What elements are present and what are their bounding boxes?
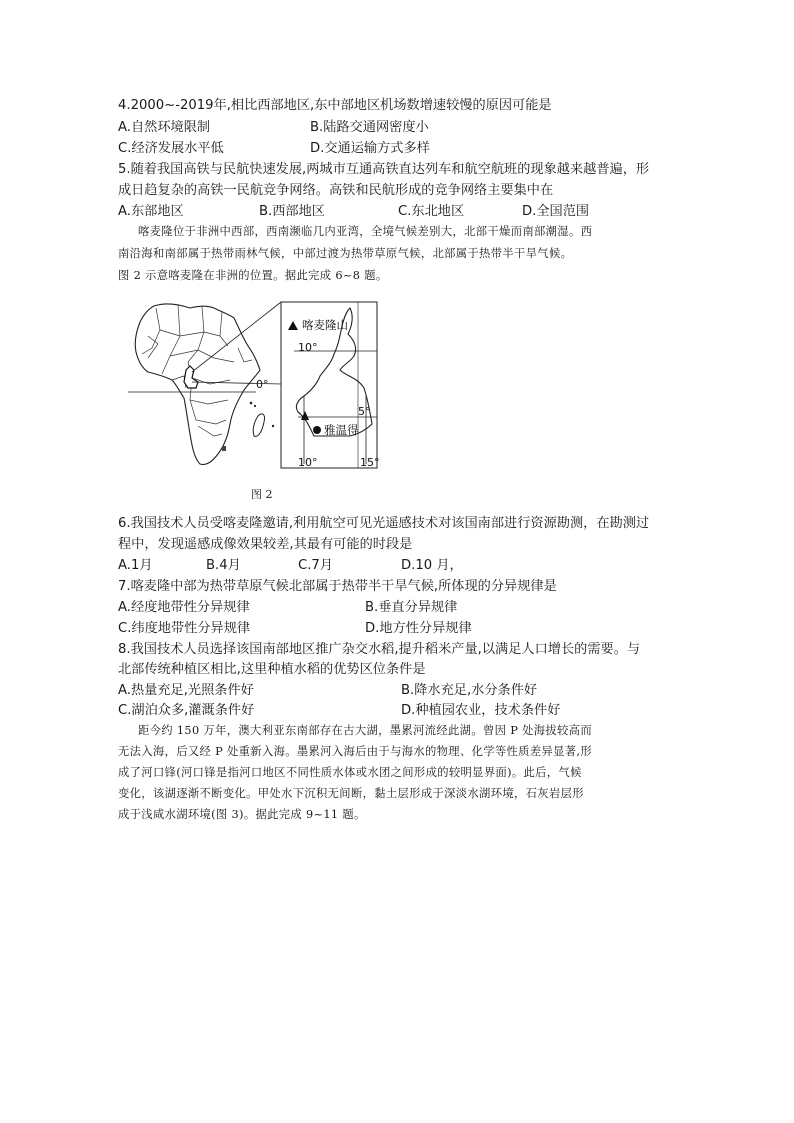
- q7-stem: 7.喀麦隆中部为热带草原气候北部属于热带半干旱气候,所体现的分异规律是: [118, 579, 557, 594]
- figure-2-caption: 图 2: [251, 488, 273, 501]
- q7-option-d: D.地方性分异规律: [365, 621, 472, 636]
- q8-option-b: B.降水充足,水分条件好: [401, 683, 538, 698]
- q5-stem-line1: 5.随着我国高铁与民航快速发展,两城市互通高铁直达列车和航空航班的现象越来越普遍，形: [118, 162, 650, 177]
- q6-option-d: D.10 月，: [401, 558, 463, 573]
- q4-option-c: C.经济发展水平低: [118, 141, 224, 156]
- q6-stem-line1: 6.我国技术人员受喀麦隆邀请,利用航空可见光遥感技术对该国南部进行资源勘测，在勘测过: [118, 516, 650, 531]
- q4-option-d: D.交通运输方式多样: [310, 141, 430, 156]
- q4-option-a: A.自然环境限制: [118, 120, 211, 135]
- passage2-line4: 变化，该湖逐渐不断变化。甲处水下沉积无间断，黏土层形成于深淡水湖环境，石灰岩层形: [118, 787, 584, 800]
- q7-option-b: B.垂直分异规律: [365, 600, 458, 615]
- passage1-line1: 喀麦隆位于非洲中西部，西南濒临几内亚湾，全境气候差别大，北部干燥而南部潮湿。西: [138, 225, 593, 238]
- equator-label: 0°: [256, 378, 269, 391]
- lat-5-label: 5°: [358, 405, 371, 418]
- q4-option-b: B.陆路交通网密度小: [310, 120, 429, 135]
- q8-option-d: D.种植园农业，技术条件好: [401, 703, 561, 718]
- city-label: 雅温得: [324, 423, 359, 437]
- q7-option-c: C.纬度地带性分异规律: [118, 621, 251, 636]
- lat-10-label: 10°: [298, 341, 318, 354]
- q5-stem-line2: 成日趋复杂的高铁一民航竞争网络。高铁和民航形成的竞争网络主要集中在: [118, 183, 554, 198]
- lon-15-label: 15°: [360, 456, 380, 469]
- q5-option-d: D.全国范围: [522, 204, 590, 219]
- q5-option-b: B.西部地区: [259, 204, 325, 219]
- passage2-line1: 距今约 150 万年，澳大利亚东南部存在古大湖，墨累河流经此湖。曾因 P 处海拔较高而: [138, 724, 592, 737]
- q6-option-c: C.7月: [298, 558, 333, 573]
- passage1-line2: 南沿海和南部属于热带雨林气候，中部过渡为热带草原气候，北部属于热带半干旱气候。: [118, 247, 573, 260]
- passage2-line2: 无法入海，后又经 P 处重新入海。墨累河入海后由于与海水的物理、化学等性质差异显著,形: [118, 745, 593, 758]
- q8-stem-line1: 8.我国技术人员选择该国南部地区推广杂交水稻,提升稻米产量,以满足人口增长的需要。与: [118, 642, 641, 657]
- q4-stem: 4.2000~-2019年,相比西部地区,东中部地区机场数增速较慢的原因可能是: [118, 98, 552, 113]
- q7-option-a: A.经度地带性分异规律: [118, 600, 250, 615]
- q6-option-a: A.1月: [118, 558, 153, 573]
- mountain-label: 喀麦隆山: [302, 318, 348, 332]
- capital-dot-icon: [313, 426, 321, 434]
- passage2-line5: 成于浅咸水湖环境(图 3)。据此完成 9~11 题。: [118, 808, 366, 821]
- q6-option-b: B.4月: [206, 558, 241, 573]
- q6-stem-line2: 程中，发现遥感成像效果较差,其最有可能的时段是: [118, 537, 413, 552]
- q8-option-c: C.湖泊众多,灌溉条件好: [118, 703, 255, 718]
- lon-10-label: 10°: [298, 456, 318, 469]
- q5-option-a: A.东部地区: [118, 204, 184, 219]
- q5-option-c: C.东北地区: [398, 204, 465, 219]
- q8-option-a: A.热量充足,光照条件好: [118, 683, 254, 698]
- figure-2-map: [118, 296, 386, 476]
- passage2-line3: 成了河口锋(河口锋是指河口地区不同性质水体或水团之间形成的较明显界面)。此后，气候: [118, 766, 582, 779]
- passage1-line3: 图 2 示意喀麦隆在非洲的位置。据此完成 6~8 题。: [118, 269, 388, 282]
- madagascar: [253, 414, 264, 436]
- q8-stem-line2: 北部传统种植区相比,这里种植水稻的优势区位条件是: [118, 662, 426, 677]
